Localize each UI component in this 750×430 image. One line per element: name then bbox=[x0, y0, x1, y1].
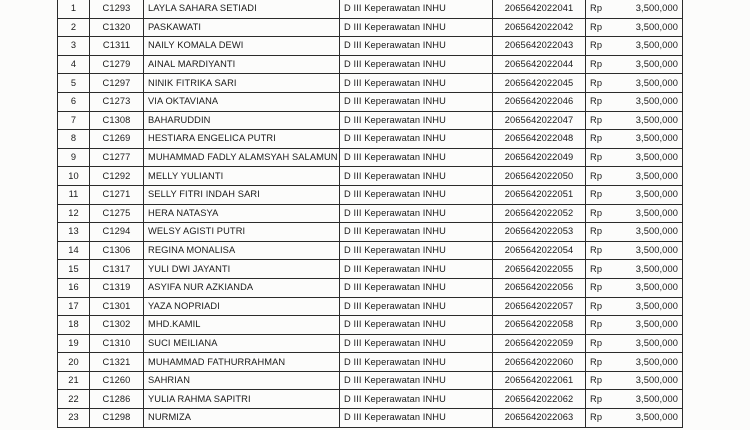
student-name-cell: VIA OKTAVIANA bbox=[144, 92, 340, 111]
table-row bbox=[58, 371, 683, 390]
table-row bbox=[58, 353, 683, 372]
row-number-cell: 21 bbox=[58, 371, 90, 390]
table-row bbox=[58, 74, 683, 93]
student-code-cell: C1293 bbox=[90, 0, 144, 18]
table-row bbox=[58, 409, 683, 428]
currency-cell: Rp bbox=[586, 185, 619, 204]
amount-cell: 3,500,000 bbox=[619, 260, 683, 279]
program-cell: D III Keperawatan INHU bbox=[340, 316, 493, 335]
student-name-cell: HERA NATASYA bbox=[144, 204, 340, 223]
student-code-cell: C1286 bbox=[90, 390, 144, 409]
student-code-cell: C1294 bbox=[90, 223, 144, 242]
account-number-cell: 2065642022046 bbox=[493, 92, 586, 111]
amount-cell: 3,500,000 bbox=[619, 353, 683, 372]
amount-cell: 3,500,000 bbox=[619, 316, 683, 335]
program-cell: D III Keperawatan INHU bbox=[340, 148, 493, 167]
account-number-cell: 2065642022061 bbox=[493, 371, 586, 390]
currency-cell: Rp bbox=[586, 223, 619, 242]
amount-cell: 3,500,000 bbox=[619, 409, 683, 428]
table-row bbox=[58, 37, 683, 56]
table-row bbox=[58, 204, 683, 223]
student-code-cell: C1297 bbox=[90, 74, 144, 93]
program-cell: D III Keperawatan INHU bbox=[340, 353, 493, 372]
student-code-cell: C1298 bbox=[90, 409, 144, 428]
amount-cell: 3,500,000 bbox=[619, 74, 683, 93]
account-number-cell: 2065642022057 bbox=[493, 297, 586, 316]
program-cell: D III Keperawatan INHU bbox=[340, 0, 493, 18]
row-number-cell: 8 bbox=[58, 130, 90, 149]
account-number-cell: 2065642022042 bbox=[493, 18, 586, 37]
table-row bbox=[58, 278, 683, 297]
currency-cell: Rp bbox=[586, 390, 619, 409]
currency-cell: Rp bbox=[586, 260, 619, 279]
student-name-cell: SUCI MEILIANA bbox=[144, 334, 340, 353]
row-number-cell: 9 bbox=[58, 148, 90, 167]
student-code-cell: C1306 bbox=[90, 241, 144, 260]
student-name-cell: HESTIARA ENGELICA PUTRI bbox=[144, 130, 340, 149]
row-number-cell: 2 bbox=[58, 18, 90, 37]
student-code-cell: C1319 bbox=[90, 278, 144, 297]
row-number-cell: 6 bbox=[58, 92, 90, 111]
program-cell: D III Keperawatan INHU bbox=[340, 334, 493, 353]
student-name-cell: MUHAMMAD FATHURRAHMAN bbox=[144, 353, 340, 372]
account-number-cell: 2065642022063 bbox=[493, 409, 586, 428]
student-code-cell: C1273 bbox=[90, 92, 144, 111]
currency-cell: Rp bbox=[586, 55, 619, 74]
currency-cell: Rp bbox=[586, 92, 619, 111]
program-cell: D III Keperawatan INHU bbox=[340, 111, 493, 130]
student-name-cell: SAHRIAN bbox=[144, 371, 340, 390]
row-number-cell: 4 bbox=[58, 55, 90, 74]
table-row bbox=[58, 316, 683, 335]
amount-cell: 3,500,000 bbox=[619, 390, 683, 409]
row-number-cell: 7 bbox=[58, 111, 90, 130]
row-number-cell: 10 bbox=[58, 167, 90, 186]
student-name-cell: AINAL MARDIYANTI bbox=[144, 55, 340, 74]
account-number-cell: 2065642022058 bbox=[493, 316, 586, 335]
account-number-cell: 2065642022054 bbox=[493, 241, 586, 260]
program-cell: D III Keperawatan INHU bbox=[340, 260, 493, 279]
account-number-cell: 2065642022048 bbox=[493, 130, 586, 149]
amount-cell: 3,500,000 bbox=[619, 371, 683, 390]
student-name-cell: YAZA NOPRIADI bbox=[144, 297, 340, 316]
program-cell: D III Keperawatan INHU bbox=[340, 278, 493, 297]
currency-cell: Rp bbox=[586, 334, 619, 353]
student-code-cell: C1271 bbox=[90, 185, 144, 204]
student-code-cell: C1269 bbox=[90, 130, 144, 149]
student-code-cell: C1302 bbox=[90, 316, 144, 335]
row-number-cell: 16 bbox=[58, 278, 90, 297]
table-row bbox=[58, 55, 683, 74]
student-code-cell: C1277 bbox=[90, 148, 144, 167]
amount-cell: 3,500,000 bbox=[619, 0, 683, 18]
account-number-cell: 2065642022053 bbox=[493, 223, 586, 242]
account-number-cell: 2065642022051 bbox=[493, 185, 586, 204]
account-number-cell: 2065642022047 bbox=[493, 111, 586, 130]
table-row bbox=[58, 185, 683, 204]
amount-cell: 3,500,000 bbox=[619, 167, 683, 186]
amount-cell: 3,500,000 bbox=[619, 111, 683, 130]
amount-cell: 3,500,000 bbox=[619, 334, 683, 353]
account-number-cell: 2065642022062 bbox=[493, 390, 586, 409]
program-cell: D III Keperawatan INHU bbox=[340, 92, 493, 111]
table-row bbox=[58, 167, 683, 186]
row-number-cell: 13 bbox=[58, 223, 90, 242]
amount-cell: 3,500,000 bbox=[619, 148, 683, 167]
student-code-cell: C1320 bbox=[90, 18, 144, 37]
program-cell: D III Keperawatan INHU bbox=[340, 409, 493, 428]
account-number-cell: 2065642022044 bbox=[493, 55, 586, 74]
currency-cell: Rp bbox=[586, 353, 619, 372]
table-row bbox=[58, 260, 683, 279]
account-number-cell: 2065642022043 bbox=[493, 37, 586, 56]
student-code-cell: C1260 bbox=[90, 371, 144, 390]
currency-cell: Rp bbox=[586, 74, 619, 93]
row-number-cell: 23 bbox=[58, 409, 90, 428]
table-row bbox=[58, 297, 683, 316]
currency-cell: Rp bbox=[586, 0, 619, 18]
amount-cell: 3,500,000 bbox=[619, 55, 683, 74]
student-payment-table bbox=[57, 0, 683, 428]
row-number-cell: 12 bbox=[58, 204, 90, 223]
table-body bbox=[58, 0, 683, 427]
amount-cell: 3,500,000 bbox=[619, 92, 683, 111]
row-number-cell: 22 bbox=[58, 390, 90, 409]
account-number-cell: 2065642022060 bbox=[493, 353, 586, 372]
student-code-cell: C1301 bbox=[90, 297, 144, 316]
row-number-cell: 19 bbox=[58, 334, 90, 353]
account-number-cell: 2065642022056 bbox=[493, 278, 586, 297]
student-name-cell: SELLY FITRI INDAH SARI bbox=[144, 185, 340, 204]
account-number-cell: 2065642022045 bbox=[493, 74, 586, 93]
row-number-cell: 15 bbox=[58, 260, 90, 279]
table-row bbox=[58, 18, 683, 37]
student-name-cell: LAYLA SAHARA SETIADI bbox=[144, 0, 340, 18]
student-name-cell: PASKAWATI bbox=[144, 18, 340, 37]
account-number-cell: 2065642022041 bbox=[493, 0, 586, 18]
currency-cell: Rp bbox=[586, 371, 619, 390]
row-number-cell: 3 bbox=[58, 37, 90, 56]
program-cell: D III Keperawatan INHU bbox=[340, 371, 493, 390]
student-name-cell: NURMIZA bbox=[144, 409, 340, 428]
currency-cell: Rp bbox=[586, 37, 619, 56]
currency-cell: Rp bbox=[586, 297, 619, 316]
program-cell: D III Keperawatan INHU bbox=[340, 55, 493, 74]
table-row bbox=[58, 223, 683, 242]
currency-cell: Rp bbox=[586, 167, 619, 186]
table-row bbox=[58, 390, 683, 409]
student-code-cell: C1279 bbox=[90, 55, 144, 74]
student-name-cell: YULIA RAHMA SAPITRI bbox=[144, 390, 340, 409]
student-name-cell: NAILY KOMALA DEWI bbox=[144, 37, 340, 56]
program-cell: D III Keperawatan INHU bbox=[340, 204, 493, 223]
table-row bbox=[58, 334, 683, 353]
currency-cell: Rp bbox=[586, 111, 619, 130]
student-name-cell: MUHAMMAD FADLY ALAMSYAH SALAMUN bbox=[144, 148, 340, 167]
currency-cell: Rp bbox=[586, 130, 619, 149]
student-code-cell: C1317 bbox=[90, 260, 144, 279]
student-code-cell: C1275 bbox=[90, 204, 144, 223]
program-cell: D III Keperawatan INHU bbox=[340, 223, 493, 242]
currency-cell: Rp bbox=[586, 409, 619, 428]
student-name-cell: WELSY AGISTI PUTRI bbox=[144, 223, 340, 242]
student-code-cell: C1321 bbox=[90, 353, 144, 372]
program-cell: D III Keperawatan INHU bbox=[340, 37, 493, 56]
student-name-cell: MHD.KAMIL bbox=[144, 316, 340, 335]
row-number-cell: 14 bbox=[58, 241, 90, 260]
student-name-cell: NINIK FITRIKA SARI bbox=[144, 74, 340, 93]
table-row bbox=[58, 0, 683, 18]
program-cell: D III Keperawatan INHU bbox=[340, 74, 493, 93]
row-number-cell: 18 bbox=[58, 316, 90, 335]
currency-cell: Rp bbox=[586, 204, 619, 223]
account-number-cell: 2065642022059 bbox=[493, 334, 586, 353]
account-number-cell: 2065642022049 bbox=[493, 148, 586, 167]
program-cell: D III Keperawatan INHU bbox=[340, 241, 493, 260]
program-cell: D III Keperawatan INHU bbox=[340, 185, 493, 204]
table-row bbox=[58, 241, 683, 260]
account-number-cell: 2065642022055 bbox=[493, 260, 586, 279]
student-code-cell: C1310 bbox=[90, 334, 144, 353]
student-name-cell: YULI DWI JAYANTI bbox=[144, 260, 340, 279]
table-row bbox=[58, 92, 683, 111]
currency-cell: Rp bbox=[586, 18, 619, 37]
student-code-cell: C1292 bbox=[90, 167, 144, 186]
program-cell: D III Keperawatan INHU bbox=[340, 390, 493, 409]
account-number-cell: 2065642022052 bbox=[493, 204, 586, 223]
account-number-cell: 2065642022050 bbox=[493, 167, 586, 186]
student-name-cell: ASYIFA NUR AZKIANDA bbox=[144, 278, 340, 297]
amount-cell: 3,500,000 bbox=[619, 37, 683, 56]
table-row bbox=[58, 148, 683, 167]
row-number-cell: 11 bbox=[58, 185, 90, 204]
currency-cell: Rp bbox=[586, 316, 619, 335]
amount-cell: 3,500,000 bbox=[619, 297, 683, 316]
amount-cell: 3,500,000 bbox=[619, 223, 683, 242]
student-name-cell: REGINA MONALISA bbox=[144, 241, 340, 260]
row-number-cell: 5 bbox=[58, 74, 90, 93]
table-row bbox=[58, 130, 683, 149]
amount-cell: 3,500,000 bbox=[619, 241, 683, 260]
student-code-cell: C1311 bbox=[90, 37, 144, 56]
student-name-cell: MELLY YULIANTI bbox=[144, 167, 340, 186]
program-cell: D III Keperawatan INHU bbox=[340, 18, 493, 37]
student-name-cell: BAHARUDDIN bbox=[144, 111, 340, 130]
row-number-cell: 20 bbox=[58, 353, 90, 372]
amount-cell: 3,500,000 bbox=[619, 204, 683, 223]
amount-cell: 3,500,000 bbox=[619, 278, 683, 297]
currency-cell: Rp bbox=[586, 241, 619, 260]
row-number-cell: 1 bbox=[58, 0, 90, 18]
program-cell: D III Keperawatan INHU bbox=[340, 130, 493, 149]
currency-cell: Rp bbox=[586, 278, 619, 297]
amount-cell: 3,500,000 bbox=[619, 185, 683, 204]
program-cell: D III Keperawatan INHU bbox=[340, 297, 493, 316]
program-cell: D III Keperawatan INHU bbox=[340, 167, 493, 186]
amount-cell: 3,500,000 bbox=[619, 130, 683, 149]
row-number-cell: 17 bbox=[58, 297, 90, 316]
table-row bbox=[58, 111, 683, 130]
currency-cell: Rp bbox=[586, 148, 619, 167]
amount-cell: 3,500,000 bbox=[619, 18, 683, 37]
student-code-cell: C1308 bbox=[90, 111, 144, 130]
